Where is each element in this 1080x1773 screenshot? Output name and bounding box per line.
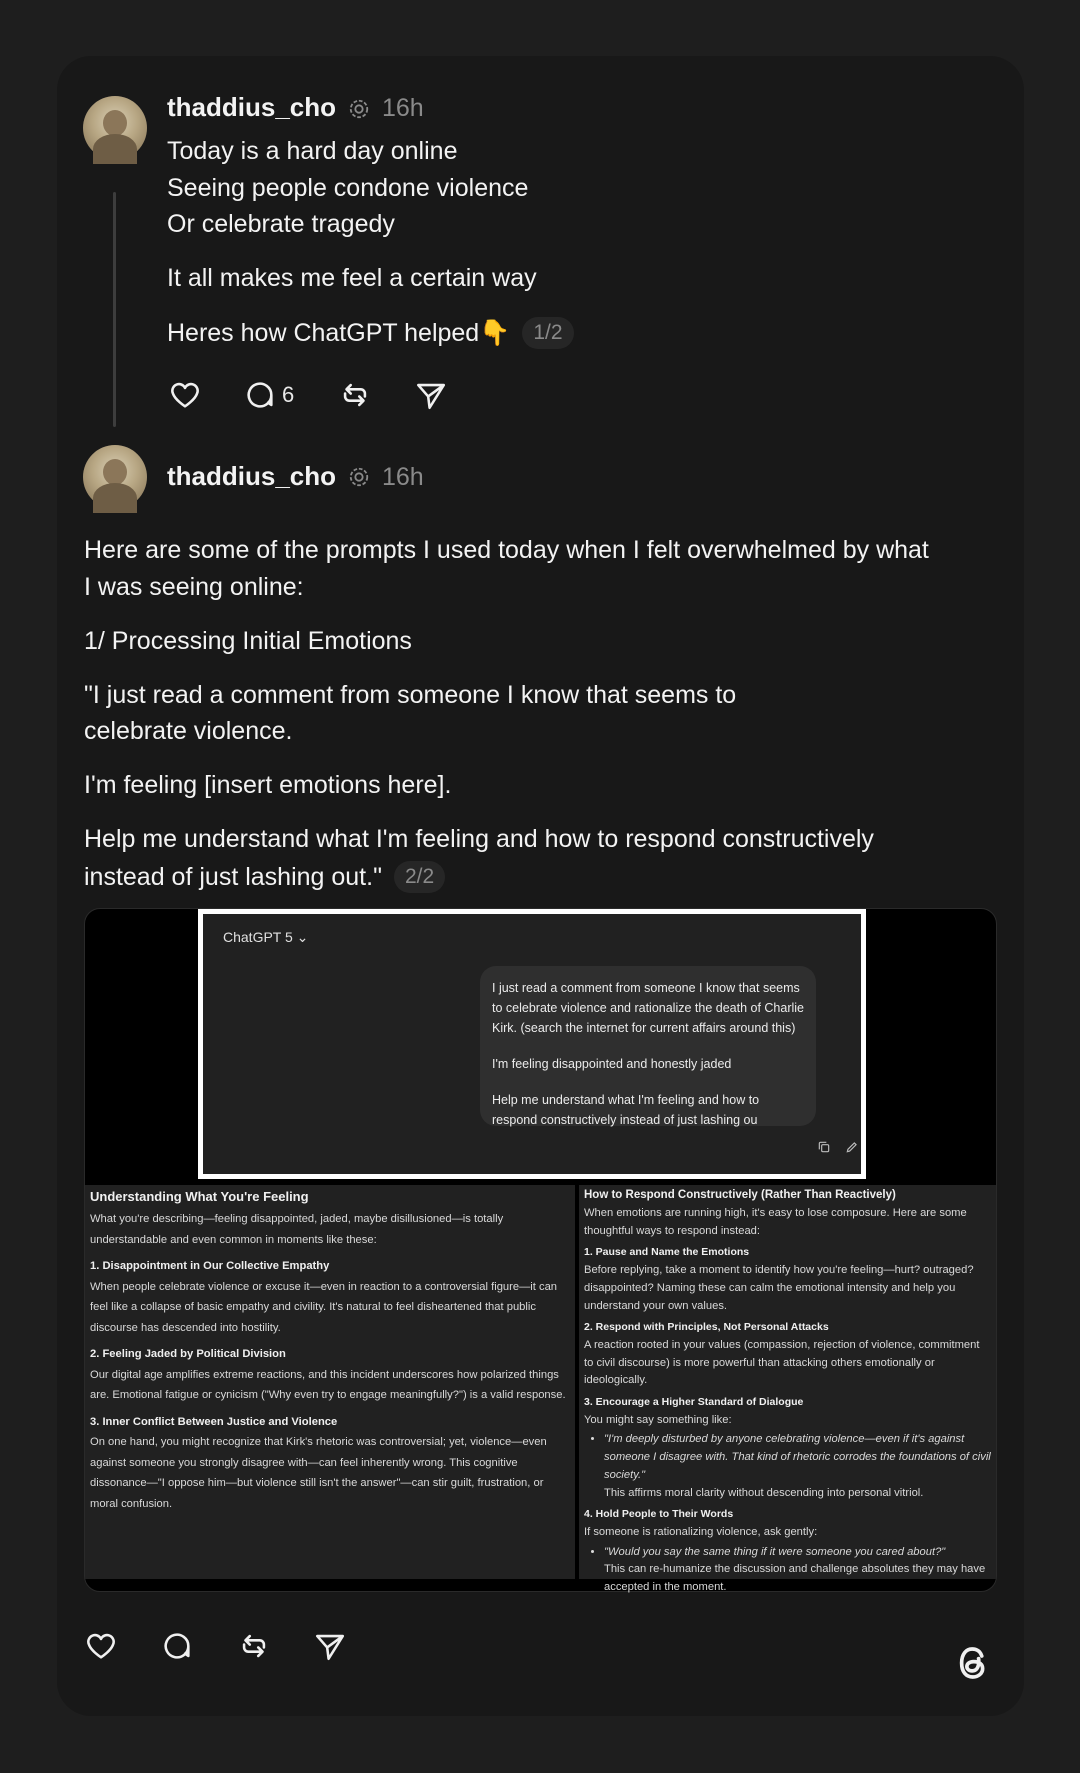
post-text-line: 1/ Processing Initial Emotions xyxy=(84,627,412,655)
repost-icon[interactable] xyxy=(237,1629,271,1663)
post-text-line: It all makes me feel a certain way xyxy=(167,264,537,292)
post-time: 16h xyxy=(382,94,424,122)
paragraph: A reaction rooted in your values (compassion, rejection of violence, commitment to civil discourse) is more powerful than attacking others emotionally or ideologically. xyxy=(584,1338,980,1387)
post-text-line: instead of just lashing out." 2/2 xyxy=(84,861,445,893)
model-selector: ChatGPT 5 ⌄ xyxy=(223,929,309,945)
share-icon[interactable] xyxy=(414,378,448,412)
edit-icon xyxy=(845,1140,859,1154)
paragraph: You might say something like: xyxy=(584,1413,732,1426)
paragraph: If someone is rationalizing violence, ask gently: xyxy=(584,1525,818,1538)
thread-page-indicator: 1/2 xyxy=(522,317,573,349)
thread-connector-line xyxy=(113,192,116,427)
post-text-line: celebrate violence. xyxy=(84,717,293,745)
response-right-column xyxy=(579,1185,996,1594)
repost-icon[interactable] xyxy=(338,378,372,412)
prompt-paragraph: I just read a comment from someone I know that seems to celebrate violence and rationalize the death of Charlie Kirk. (search the internet for current affairs around this) xyxy=(492,981,805,1035)
paragraph: Before replying, take a moment to identify how you're feeling—hurt? outraged? disappointed? Naming these can calm the emotional intensity and help you understand your own values. xyxy=(584,1264,974,1312)
verified-icon xyxy=(348,466,370,488)
user-prompt-bubble xyxy=(480,966,816,1126)
quote-item: • "I'm deeply disturbed by anyone celebrating violence—even if it's against someone I disagree with. That kind of rhetoric corrodes the foundations of civil society." xyxy=(604,1431,991,1484)
post-text-line: Seeing people condone violence xyxy=(167,174,529,202)
comment-icon[interactable] xyxy=(243,378,277,412)
post-text-line: "I just read a comment from someone I know that seems to xyxy=(84,681,737,709)
username[interactable]: thaddius_cho xyxy=(167,92,337,122)
username[interactable]: thaddius_cho xyxy=(167,461,337,491)
subheading: 1. Pause and Name the Emotions xyxy=(584,1246,750,1259)
threads-logo-icon[interactable] xyxy=(952,1640,994,1686)
post-text-line: Today is a hard day online xyxy=(167,137,458,165)
subheading: 2. Feeling Jaded by Political Division xyxy=(90,1348,286,1360)
subheading: 1. Disappointment in Our Collective Empathy xyxy=(90,1260,330,1272)
post-text-line: Help me understand what I'm feeling and how to respond constructively xyxy=(84,825,874,853)
reply-count: 6 xyxy=(282,382,295,407)
heart-icon[interactable] xyxy=(84,1629,118,1663)
heart-icon[interactable] xyxy=(168,378,202,412)
prompt-paragraph: I'm feeling disappointed and honestly jaded xyxy=(492,1057,732,1071)
paragraph: When emotions are running high, it's easy to lose composure. Here are some thoughtful ways to respond instead: xyxy=(584,1207,967,1237)
paragraph: This affirms moral clarity without descending into personal vitriol. xyxy=(604,1486,924,1499)
chatgpt-conversation-frame xyxy=(198,909,866,1179)
post-text-line: I'm feeling [insert emotions here]. xyxy=(84,771,452,799)
message-actions xyxy=(817,1140,859,1159)
subheading: 3. Encourage a Higher Standard of Dialogue xyxy=(584,1396,804,1409)
paragraph: When people celebrate violence or excuse it—even in reaction to a controversial figure—it can feel like a collapse of basic empathy and civility. It's natural to feel disheartened that public discourse has descended into hostility. xyxy=(90,1280,558,1334)
post-text-line: Or celebrate tragedy xyxy=(167,210,395,238)
subheading: 4. Hold People to Their Words xyxy=(584,1508,734,1521)
section-heading: How to Respond Constructively (Rather Than Reactively) xyxy=(584,1189,896,1201)
verified-icon xyxy=(348,98,370,120)
attached-image[interactable] xyxy=(84,908,997,1592)
paragraph: This can re-humanize the discussion and challenge absolutes they may have accepted in the moment. xyxy=(604,1563,986,1594)
subheading: 3. Inner Conflict Between Justice and Violence xyxy=(90,1415,338,1428)
prompt-paragraph: Help me understand what I'm feeling and how to respond constructively instead of just lashing ou xyxy=(492,1093,760,1127)
comment-icon[interactable] xyxy=(160,1629,194,1663)
paragraph: Our digital age amplifies extreme reactions, and this incident underscores how polarized things are. Emotional fatigue or cynicism ("Why even try to engage meaningfully?") is a valid response. xyxy=(90,1368,566,1401)
quote-item: • "Would you say the same thing if it were someone you cared about?" xyxy=(604,1544,991,1562)
share-icon[interactable] xyxy=(313,1629,347,1663)
copy-icon xyxy=(817,1140,831,1154)
paragraph: What you're describing—feeling disappointed, jaded, maybe disillusioned—is totally understandable and even common in moments like these: xyxy=(90,1213,504,1246)
section-heading: Understanding What You're Feeling xyxy=(90,1189,309,1204)
subheading: 2. Respond with Principles, Not Personal Attacks xyxy=(584,1321,829,1334)
response-left-column xyxy=(85,1185,575,1579)
post-text-line: I was seeing online: xyxy=(84,573,304,601)
post-text-line: Heres how ChatGPT helped👇 1/2 xyxy=(167,317,574,349)
post-time: 16h xyxy=(382,463,424,491)
chevron-down-icon: ⌄ xyxy=(296,929,309,945)
post-text-line: Here are some of the prompts I used today when I felt overwhelmed by what xyxy=(84,536,929,564)
thread-page-indicator: 2/2 xyxy=(394,861,445,893)
avatar[interactable] xyxy=(83,445,147,509)
paragraph: On one hand, you might recognize that Kirk's rhetoric was controversial; yet, violence—even against someone you strongly disagree with—can feel inherently wrong. This cognitive dissonance—"I oppose him—but violence still isn't the answer"—can stir guilt, frustration, or moral confusion. xyxy=(90,1436,547,1510)
avatar[interactable] xyxy=(83,96,147,160)
